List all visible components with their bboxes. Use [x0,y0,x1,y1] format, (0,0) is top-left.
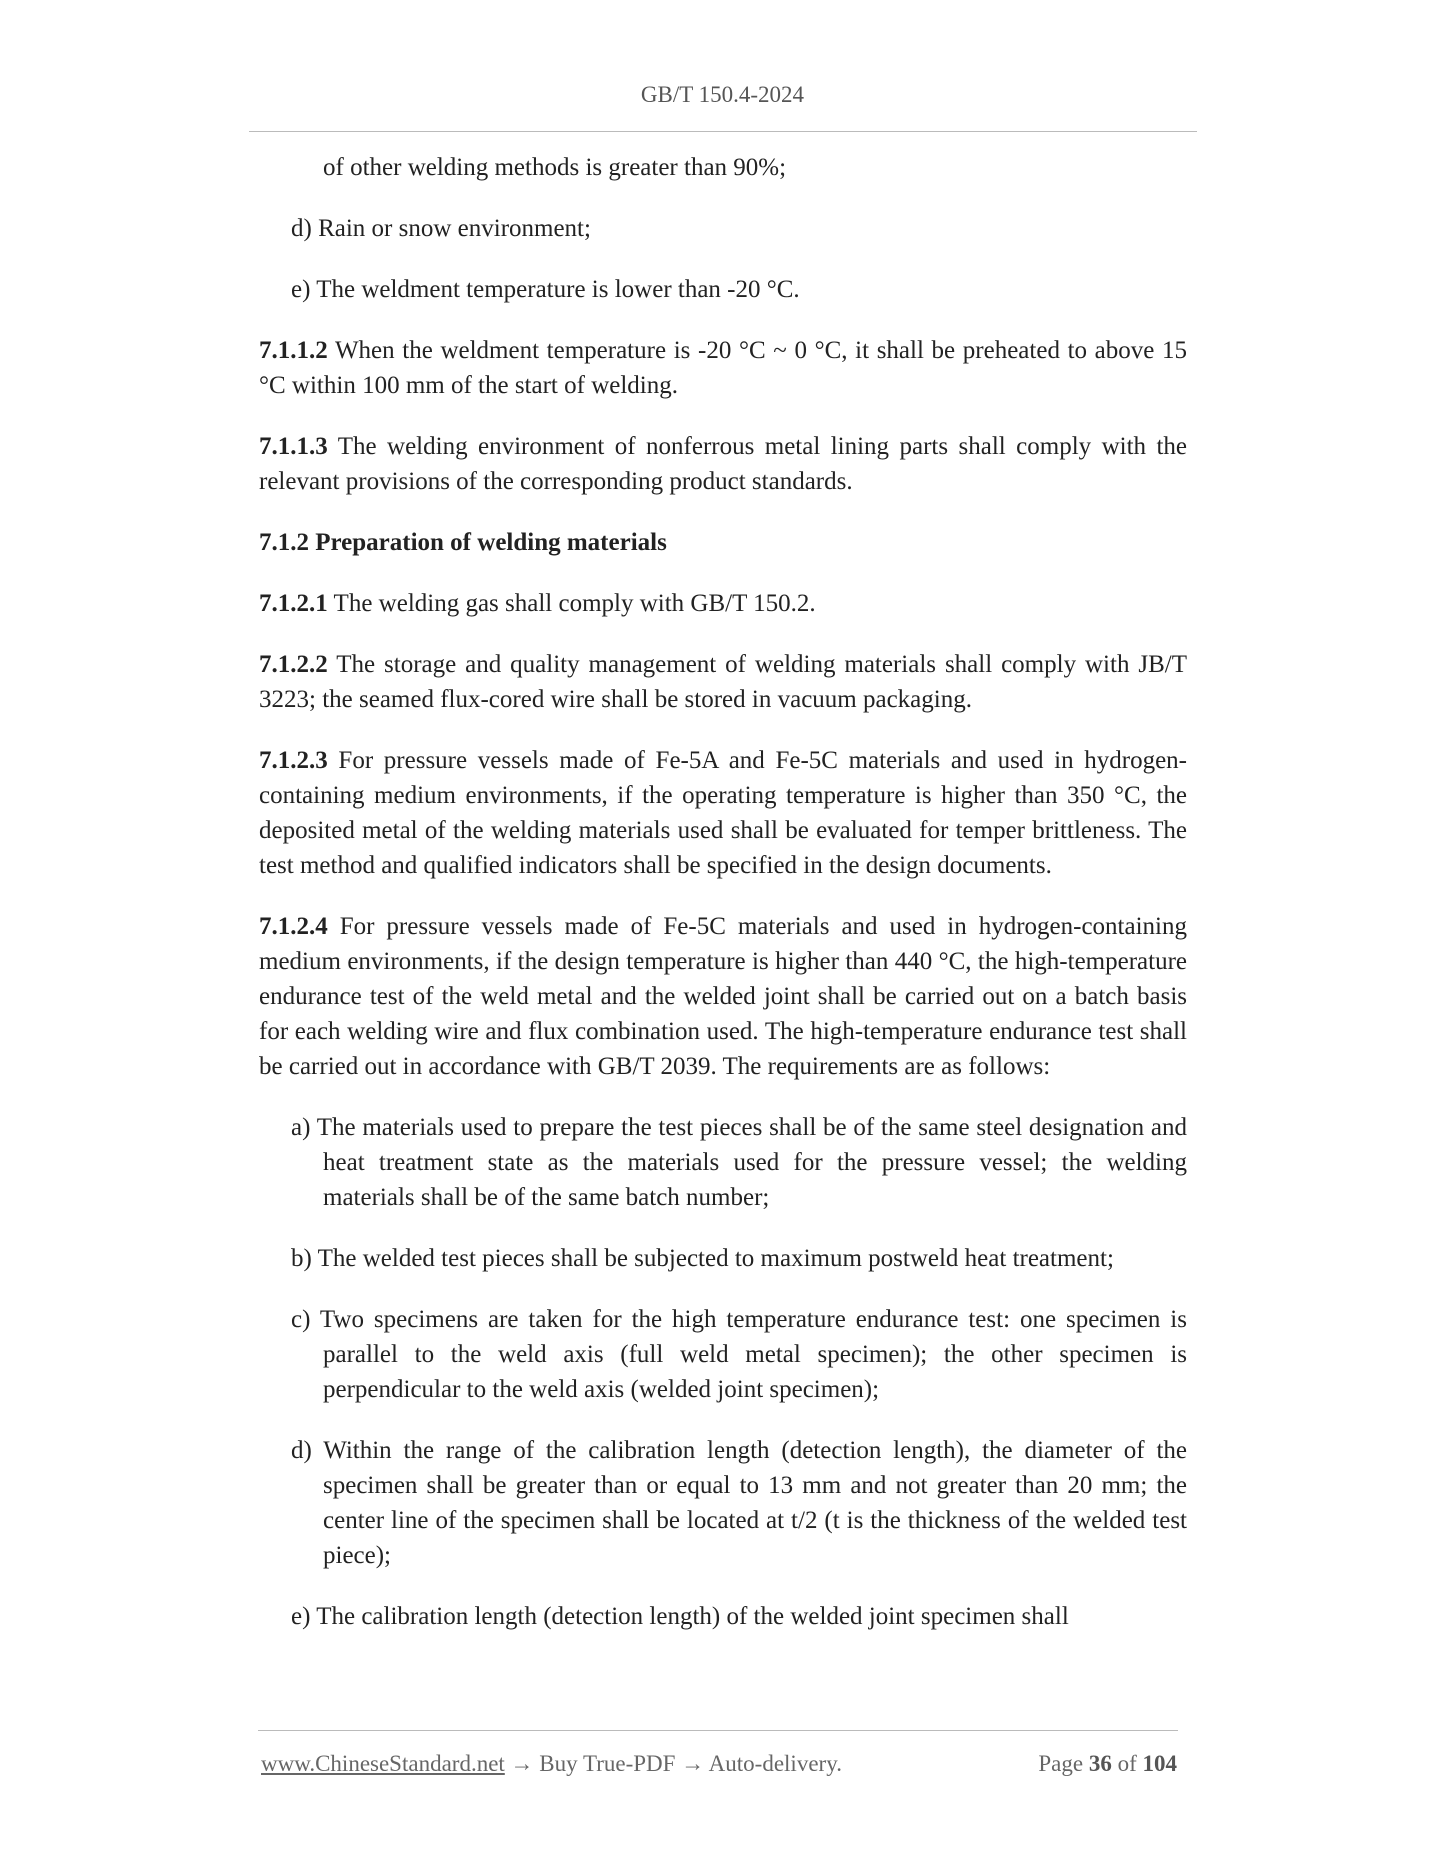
clause-7-1-1-3 [259,429,1187,499]
footer-divider [258,1730,1178,1731]
arrow-icon: → [681,1751,705,1776]
header-divider [249,131,1197,132]
section-heading-text: 7.1.2 Preparation of welding materials [259,529,667,556]
clause-7-1-2-1 [259,586,1187,621]
document-body [259,150,1187,1660]
arrow-icon: → [510,1751,534,1776]
clause-number: 7.1.2.3 [259,747,328,774]
list-item: a) The materials used to prepare the test pieces shall be of the same steel designation and heat treatment state as the materials used for the pressure vessel; the welding materials shall be of the same batch number; [291,1114,1187,1211]
section-heading [259,525,1187,560]
list-item: c) Two specimens are taken for the high temperature endurance test: one specimen is parallel to the weld axis (full weld metal specimen); the other specimen is perpendicular to the weld axis (welded joint specimen); [291,1306,1187,1403]
of-label: of [1117,1751,1137,1776]
list-item: e) The calibration length (detection length) of the welded joint specimen shall [291,1603,1069,1630]
list-item: e) The weldment temperature is lower than -20 °C. [291,276,800,303]
buy-text: Buy True-PDF [539,1751,676,1776]
list-item-continuation: of other welding methods is greater than 90%; [323,154,787,181]
list-item: d) Rain or snow environment; [291,215,591,242]
current-page: 36 [1088,1751,1112,1776]
clause-7-1-2-2 [259,647,1187,717]
page-header: GB/T 150.4-2024 [640,82,805,107]
total-pages: 104 [1142,1751,1177,1776]
page-label: Page [1038,1751,1084,1776]
clause-number: 7.1.2.1 [259,590,328,617]
clause-number: 7.1.2.4 [259,913,328,940]
clause-text: When the weldment temperature is -20 °C ~ 0 °C, it shall be preheated to above 15 °C within 100 mm of the start of welding. [259,337,1187,399]
clause-text: For pressure vessels made of Fe-5C materials and used in hydrogen-containing medium environments, if the design temperature is higher than 440 °C, the high-temperature endurance test of the weld metal and the welded joint shall be carried out on a batch basis for each welding wire and flux combination used. The high-temperature endurance test shall be carried out in accordance with GB/T 2039. The requirements are as follows: [259,913,1187,1080]
clause-7-1-2-4 [259,909,1187,1084]
clause-7-1-1-2 [259,333,1187,403]
list-item: d) Within the range of the calibration length (detection length), the diameter of the specimen shall be greater than or equal to 13 mm and not greater than 20 mm; the center line of the specimen shall be located at t/2 (t is the thickness of the welded test piece); [291,1437,1187,1569]
clause-text: For pressure vessels made of Fe-5A and Fe-5C materials and used in hydrogen-containing medium environments, if the operating temperature is higher than 350 °C, the deposited metal of the welding materials used shall be evaluated for temper brittleness. The test method and qualified indicators shall be specified in the design documents. [259,747,1187,879]
clause-text: The welding gas shall comply with GB/T 150.2. [327,590,816,617]
clause-text: The storage and quality management of welding materials shall comply with JB/T 3223; the seamed flux-cored wire shall be stored in vacuum packaging. [259,651,1187,713]
website-link[interactable]: www.ChineseStandard.net [261,1751,505,1776]
delivery-text: Auto-delivery. [708,1751,842,1776]
clause-number: 7.1.1.2 [259,337,328,364]
list-item: b) The welded test pieces shall be subjected to maximum postweld heat treatment; [291,1245,1114,1272]
page-number [1038,1751,1177,1777]
footer-promo [261,1751,842,1777]
clause-number: 7.1.2.2 [259,651,328,678]
clause-text: The welding environment of nonferrous metal lining parts shall comply with the relevant provisions of the corresponding product standards. [259,433,1187,495]
clause-7-1-2-3 [259,743,1187,883]
clause-number: 7.1.1.3 [259,433,328,460]
